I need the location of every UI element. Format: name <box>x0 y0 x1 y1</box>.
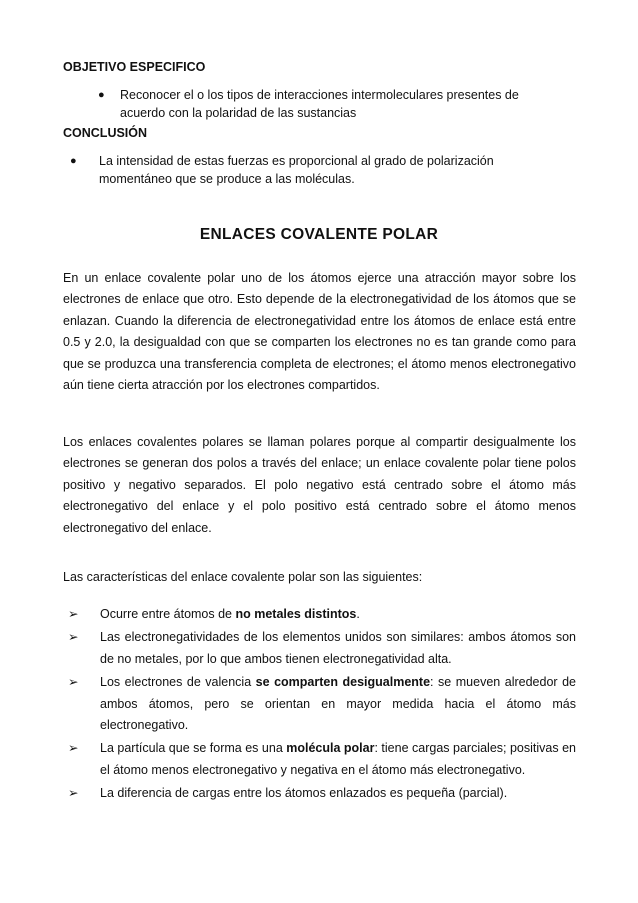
characteristics-list <box>63 604 576 805</box>
item-text: . <box>356 607 360 621</box>
paragraph: Los enlaces covalentes polares se llaman polares porque al compartir desigualmente los electrones se generan dos polos a través del enlace; un enlace covalente polar tiene polos positivo y negativo separados. El polo negativo está centrado sobre el átomo más electronegativo del enlace y el polo positivo está centrado sobre el átomo menos electronegativo del enlace. <box>63 435 576 535</box>
objective-heading: OBJETIVO ESPECIFICO <box>63 60 206 74</box>
arrowhead-right-icon: ➢ <box>68 786 79 801</box>
item-bold-text: se comparten desigualmente <box>255 675 431 690</box>
item-text: Los electrones de valencia <box>100 675 256 690</box>
conclusion-list <box>70 152 540 188</box>
list-item <box>63 672 576 736</box>
item-text: : se mueven alrededor de ambos átomos, pero se orientan en mayor medida hacia el átomo más electronegativo. <box>100 675 576 733</box>
list-item <box>63 627 576 670</box>
section-title: ENLACES COVALENTE POLAR <box>199 226 439 243</box>
conclusion-text: La intensidad de estas fuerzas es proporcional al grado de polarización momentáneo que se produce a las moléculas. <box>99 154 494 186</box>
conclusion-heading: CONCLUSIÓN <box>63 126 148 140</box>
paragraph: En un enlace covalente polar uno de los átomos ejerce una atracción mayor sobre los electrones de enlace que otro. Esto depende de la electronegatividad de los átomos que se enlazan. Cuando la diferencia de electronegatividad entre los átomos de enlace está entre 0.5 y 2.0, la desigualdad con que se comparten los electrones no es tan grande como para que se produzca una transferencia completa de electrones; el átomo menos electronegativo aún tiene cierta atracción por los electrones compartidos. <box>63 271 576 393</box>
arrowhead-right-icon: ➢ <box>68 607 79 621</box>
item-bold-text: no metales distintos <box>235 607 357 621</box>
objective-list <box>98 86 538 122</box>
item-text: La diferencia de cargas entre los átomos enlazados es pequeña (parcial). <box>100 786 508 801</box>
objective-text: Reconocer el o los tipos de interacciones intermoleculares presentes de acuerdo con la polaridad de las sustancias <box>120 88 519 120</box>
list-item <box>63 604 576 625</box>
item-text: : tiene cargas parciales; positivas en el átomo menos electronegativo y negativa en el átomo más electronegativo. <box>100 741 576 777</box>
arrowhead-right-icon: ➢ <box>68 630 79 645</box>
list-item <box>63 738 576 781</box>
list-item <box>63 783 576 804</box>
arrowhead-right-icon: ➢ <box>68 675 79 690</box>
bullet-icon: ● <box>70 155 77 167</box>
arrowhead-right-icon: ➢ <box>68 741 79 756</box>
item-bold-text: molécula polar <box>286 741 375 756</box>
bullet-icon: ● <box>98 89 105 101</box>
item-text: Las electronegatividades de los elementos unidos son similares: ambos átomos son de no metales, por lo que ambos tienen electronegatividad alta. <box>100 630 576 666</box>
item-text: La partícula que se forma es una <box>100 741 287 756</box>
list-item <box>98 86 538 122</box>
item-text: Ocurre entre átomos de <box>100 607 236 621</box>
paragraph: Las características del enlace covalente polar son las siguientes: <box>63 570 423 584</box>
list-item <box>70 152 540 188</box>
